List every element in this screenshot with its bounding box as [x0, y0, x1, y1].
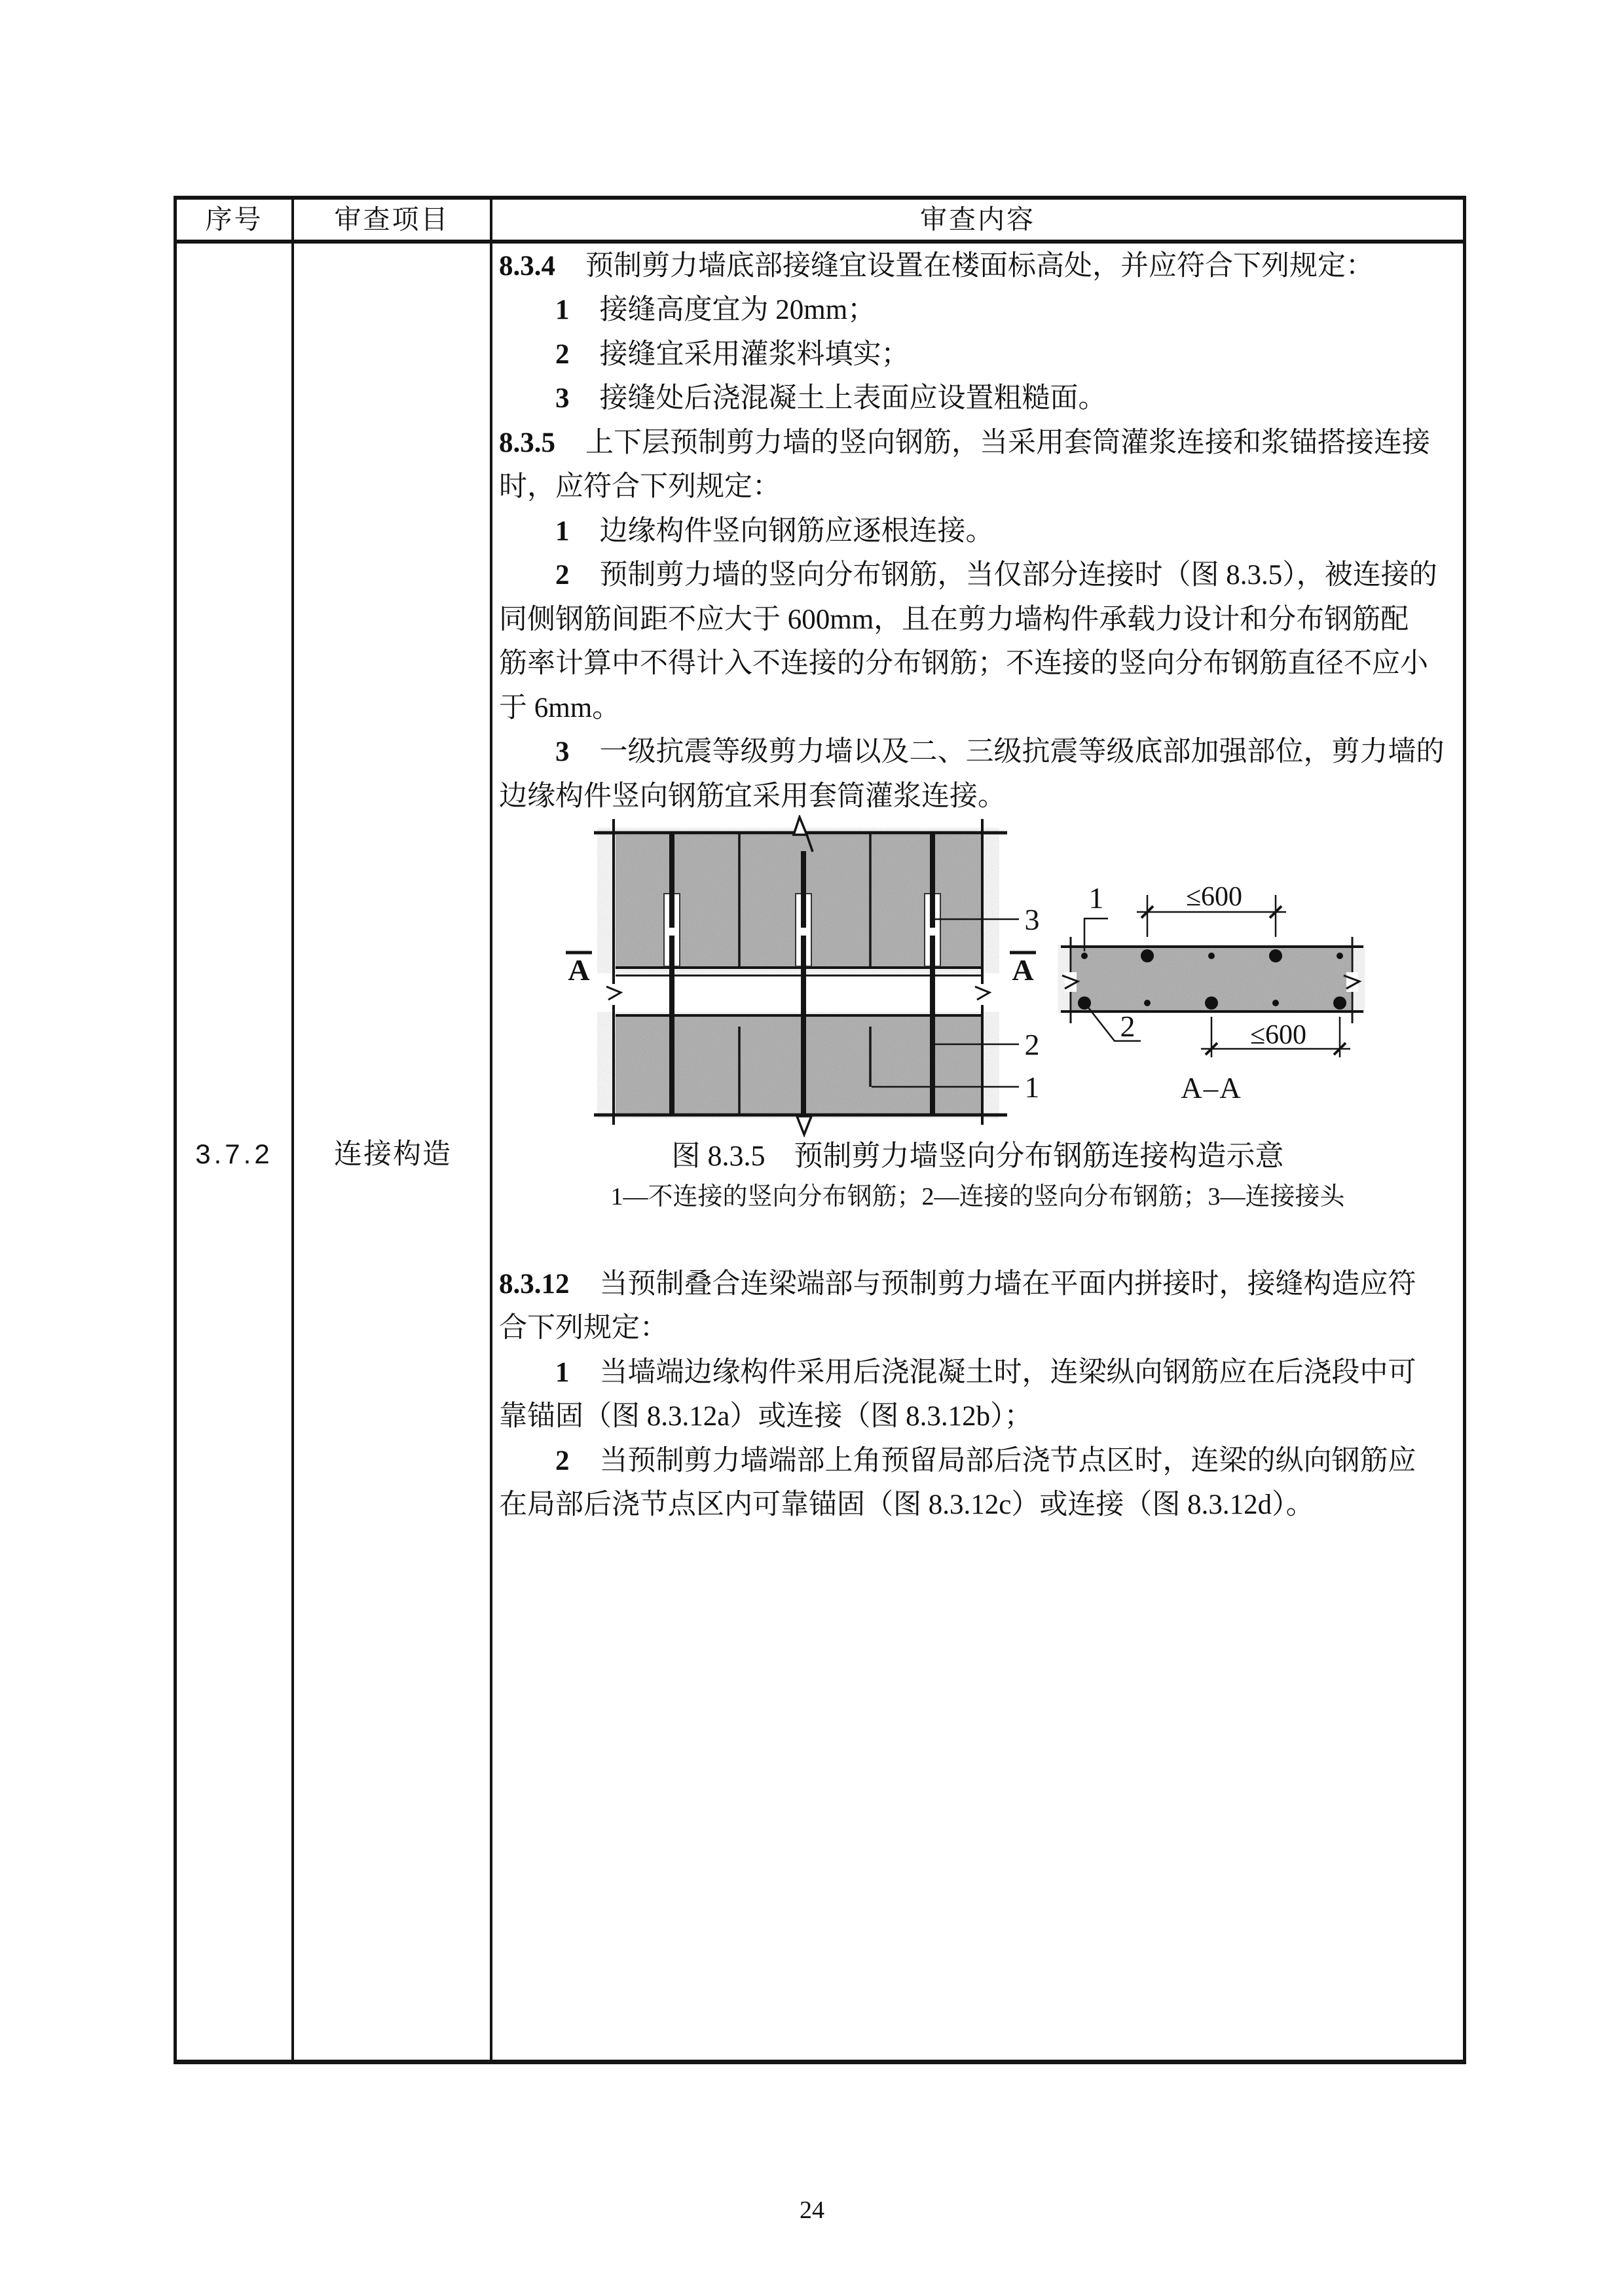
clause-text: 筋率计算中不得计入不连接的分布钢筋；不连接的竖向分布钢筋直径不应小 [499, 648, 1428, 679]
clause-number: 1 [555, 295, 570, 325]
table-divider-2 [490, 200, 492, 2060]
svg-text:1: 1 [1088, 881, 1104, 915]
clause-text: 接缝高度宜为 20mm； [599, 295, 876, 325]
table-border-bottom [174, 2060, 1466, 2064]
content-line [499, 244, 1462, 288]
content-line [499, 465, 1462, 509]
dim-top-text: ≤600 [1185, 882, 1243, 912]
clause-number: 2 [555, 1446, 570, 1476]
label-3: 3 [1024, 903, 1040, 936]
bottom-break-icon [797, 1116, 811, 1135]
header-item: 审查项目 [334, 204, 450, 234]
wall-elevation-view [566, 817, 1040, 1135]
figure-caption: 图 8.3.5 预制剪力墙竖向分布钢筋连接构造示意 [671, 1140, 1284, 1172]
content-line [499, 1394, 1462, 1438]
row-item: 连接构造 [334, 1139, 452, 1170]
content-line [499, 774, 1462, 818]
content-line [499, 376, 1462, 420]
clause-number: 1 [555, 1357, 570, 1388]
top-break-icon [794, 817, 807, 835]
content-line [499, 642, 1462, 685]
dim-bottom-text: ≤600 [1249, 1020, 1307, 1050]
table-border-right [1463, 196, 1466, 2064]
content-line [499, 553, 1462, 597]
clause-text: 靠锚固（图 8.3.12a）或连接（图 8.3.12b）； [499, 1401, 1033, 1432]
table-border-left [174, 196, 177, 2064]
content-line [499, 1483, 1462, 1527]
clause-text: 接缝处后浇混凝土上表面应设置粗糙面。 [599, 383, 1107, 414]
label-2: 2 [1024, 1028, 1040, 1061]
section-mark-left [566, 953, 592, 987]
clause-text: 接缝宜采用灌浆料填实； [599, 339, 910, 370]
content-line [499, 1351, 1462, 1394]
table-border-header [174, 240, 1466, 244]
content-line [499, 1306, 1462, 1350]
clause-number: 3 [555, 737, 570, 767]
clause-text: 上下层预制剪力墙的竖向钢筋，当采用套筒灌浆连接和浆锚搭接连接 [585, 428, 1430, 458]
content-line [499, 288, 1462, 332]
content-line [499, 421, 1462, 465]
clause-text: 边缘构件竖向钢筋宜采用套筒灌浆连接。 [499, 781, 1006, 812]
section-title: A–A [1181, 1072, 1242, 1104]
clause-number: 8.3.4 [499, 251, 555, 282]
row-seq-no: 3.7.2 [195, 1139, 273, 1169]
section-label-1 [1084, 881, 1108, 951]
clause-number: 2 [555, 339, 570, 370]
clause-number: 8.3.5 [499, 428, 555, 458]
page-number: 24 [800, 2196, 824, 2224]
content-line [499, 730, 1462, 774]
clause-text: 当墙端边缘构件采用后浇混凝土时，连梁纵向钢筋应在后浇段中可 [599, 1357, 1416, 1388]
header-content: 审查内容 [920, 204, 1035, 234]
clause-text: 合下列规定： [499, 1313, 668, 1343]
clause-number: 2 [555, 560, 570, 591]
clause-text: 时，应符合下列规定： [499, 471, 781, 502]
label-1: 1 [1024, 1070, 1040, 1104]
figure-legend: 1—不连接的竖向分布钢筋；2—连接的竖向分布钢筋；3—连接接头 [610, 1183, 1345, 1211]
content-line [499, 1262, 1462, 1306]
clause-text: 预制剪力墙的竖向分布钢筋，当仅部分连接时（图 8.3.5），被连接的 [599, 560, 1437, 591]
content-line [499, 1439, 1462, 1483]
dimension-bottom [1201, 1017, 1350, 1057]
section-label-2 [1088, 1008, 1141, 1043]
header-seq: 序号 [205, 204, 263, 234]
content-line [499, 509, 1462, 553]
clause-number: 1 [555, 516, 570, 547]
section-mark-letter: A [568, 953, 590, 987]
figure-8-3-5 [557, 815, 1388, 1156]
table-divider-1 [291, 200, 294, 2060]
clause-text: 同侧钢筋间距不应大于 600mm，且在剪力墙构件承载力设计和分布钢筋配 [499, 604, 1409, 635]
content-line [499, 686, 1462, 730]
section-a-a-view [1061, 881, 1363, 1104]
content-line [499, 333, 1462, 376]
section-mark-letter: A [1012, 953, 1034, 987]
clause-text: 当预制叠合连梁端部与预制剪力墙在平面内拼接时，接缝构造应符 [599, 1269, 1416, 1300]
clause-text: 在局部后浇节点区内可靠锚固（图 8.3.12c）或连接（图 8.3.12d）。 [499, 1489, 1314, 1520]
clause-text: 一级抗震等级剪力墙以及二、三级抗震等级底部加强部位，剪力墙的 [599, 737, 1445, 767]
clause-number: 3 [555, 383, 570, 414]
clause-number: 8.3.12 [499, 1269, 570, 1300]
content-line [499, 598, 1462, 642]
clause-text: 预制剪力墙底部接缝宜设置在楼面标高处，并应符合下列规定： [585, 251, 1374, 282]
clause-text: 于 6mm。 [499, 693, 621, 723]
clause-text: 当预制剪力墙端部上角预留局部后浇节点区时，连梁的纵向钢筋应 [599, 1446, 1416, 1476]
section-mark-right [1010, 953, 1036, 987]
dimension-top [1137, 882, 1286, 937]
clause-text: 边缘构件竖向钢筋应逐根连接。 [599, 516, 994, 547]
svg-text:2: 2 [1120, 1010, 1135, 1043]
